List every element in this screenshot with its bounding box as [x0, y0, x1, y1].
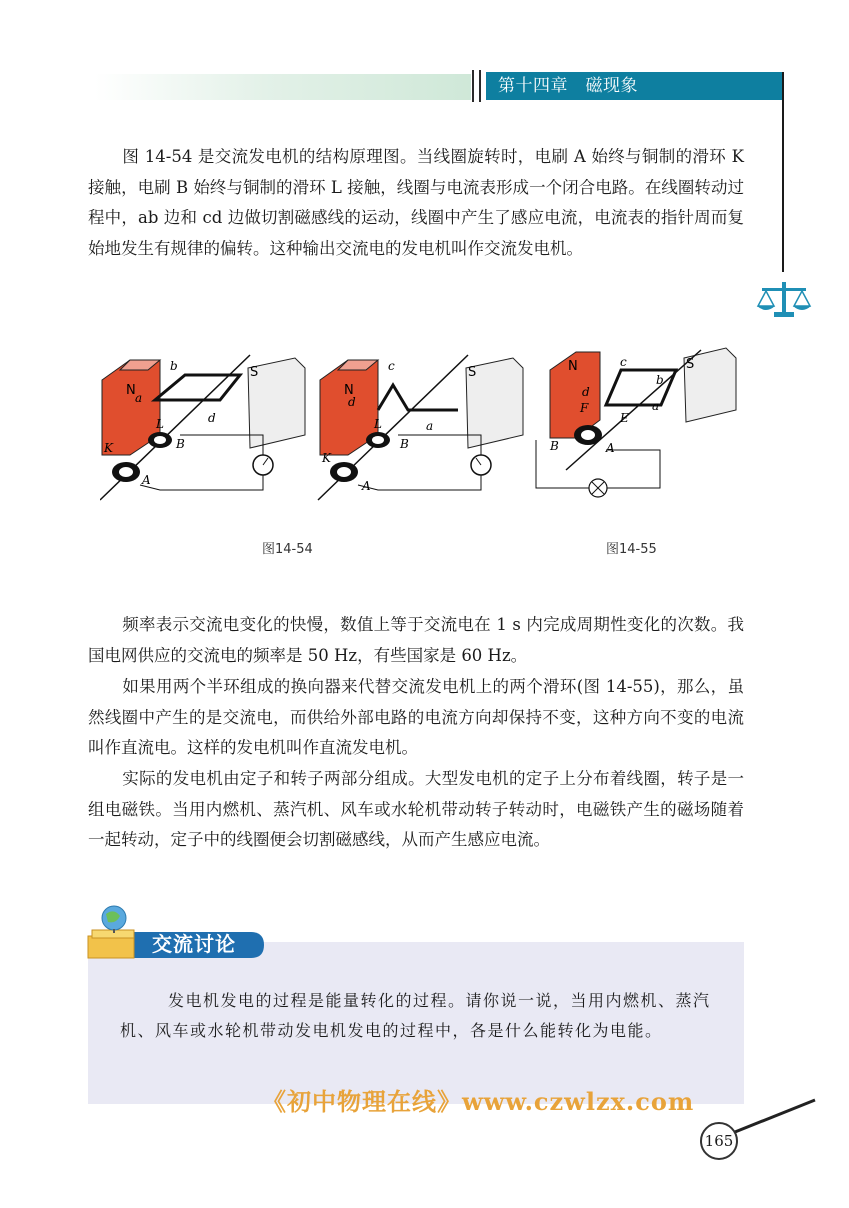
- figure-14-54-left: [100, 355, 305, 500]
- header-gradient-band: [95, 74, 471, 100]
- watermark: 《初中物理在线》www.czwlzx.com: [262, 1087, 695, 1116]
- discussion-body: 发电机发电的过程是能量转化的过程。请你说一说，当用内燃机、蒸汽机、风车或水轮机带动发电机发电的过程中，各是什么能转化为电能。: [120, 991, 711, 1040]
- balance-scale-icon: [756, 280, 812, 322]
- figure-14-55: [536, 348, 736, 497]
- header-separator: [472, 70, 474, 102]
- label-d: d: [208, 411, 216, 425]
- label-k: K: [322, 451, 331, 465]
- figure-14-54-right: [318, 355, 523, 500]
- label-brush-b: B: [400, 437, 409, 451]
- pole-label-n: N: [126, 383, 136, 398]
- label-e: E: [620, 411, 629, 425]
- paragraph-text: 频率表示交流电变化的快慢，数值上等于交流电在 1 s 内完成周期性变化的次数。我国电网供应的交流电的频率是 50 Hz，有些国家是 60 Hz。: [88, 615, 744, 665]
- pole-label-s: S: [468, 365, 477, 380]
- chapter-title: 第十四章 磁现象: [486, 72, 782, 100]
- pole-label-s: S: [250, 365, 259, 380]
- label-c: c: [620, 355, 627, 369]
- label-a: a: [135, 391, 143, 405]
- label-a: a: [652, 399, 660, 413]
- paragraph-stator-rotor: [88, 764, 744, 856]
- label-d: d: [582, 385, 590, 399]
- page-number: 165: [700, 1122, 738, 1160]
- label-d: d: [348, 395, 356, 409]
- label-c: c: [388, 359, 395, 373]
- label-b: b: [656, 373, 664, 387]
- label-l: L: [156, 417, 164, 431]
- pole-label-n: N: [344, 383, 354, 398]
- paragraph-dc-generator: [88, 672, 744, 764]
- figure-caption: 图14-55: [606, 542, 657, 557]
- label-brush-a: A: [142, 473, 151, 487]
- generator-figures: [100, 340, 740, 520]
- label-brush-a: A: [362, 479, 371, 493]
- label-brush-b: B: [176, 437, 185, 451]
- header-separator: [479, 70, 481, 102]
- discussion-text: [120, 986, 716, 1046]
- label-b: b: [170, 359, 178, 373]
- discussion-title: 交流讨论: [152, 932, 236, 956]
- label-k: K: [104, 441, 113, 455]
- paragraph-text: 图 14-54 是交流发电机的结构原理图。当线圈旋转时，电刷 A 始终与铜制的滑环 K 接触，电刷 B 始终与铜制的滑环 L 接触，线圈与电流表形成一个闭合电路。在线圈转动过程中，ab 边和 cd 边做切割磁感线的运动，线圈中产生了感应电流，电流表的指针周而复始地发生有规律的偏转。这种输出交流电的发电机叫作交流发电机。: [88, 147, 744, 258]
- figure-caption: 图14-54: [262, 542, 313, 557]
- pole-label-s: S: [686, 357, 695, 372]
- paragraph-text: 实际的发电机由定子和转子两部分组成。大型发电机的定子上分布着线圈，转子是一组电磁铁。当用内燃机、蒸汽机、风车或水轮机带动转子转动时，电磁铁产生的磁场随着一起转动，定子中的线圈便会切割磁感线，从而产生感应电流。: [88, 769, 744, 849]
- margin-rule: [782, 72, 784, 272]
- label-a: a: [426, 419, 434, 433]
- paragraph-ac-generator: [88, 142, 744, 264]
- paragraph-text: 如果用两个半环组成的换向器来代替交流发电机上的两个滑环(图 14-55)，那么，虽然线圈中产生的是交流电，而供给外部电路的电流方向却保持不变，这种方向不变的电流叫作直流电。这样的发电机叫作直流发电机。: [88, 677, 744, 757]
- pole-label-n: N: [568, 359, 578, 374]
- label-brush-a: A: [606, 441, 615, 455]
- label-f: F: [580, 401, 589, 415]
- label-l: L: [374, 417, 382, 431]
- paragraph-frequency: [88, 610, 744, 671]
- label-brush-b: B: [550, 439, 559, 453]
